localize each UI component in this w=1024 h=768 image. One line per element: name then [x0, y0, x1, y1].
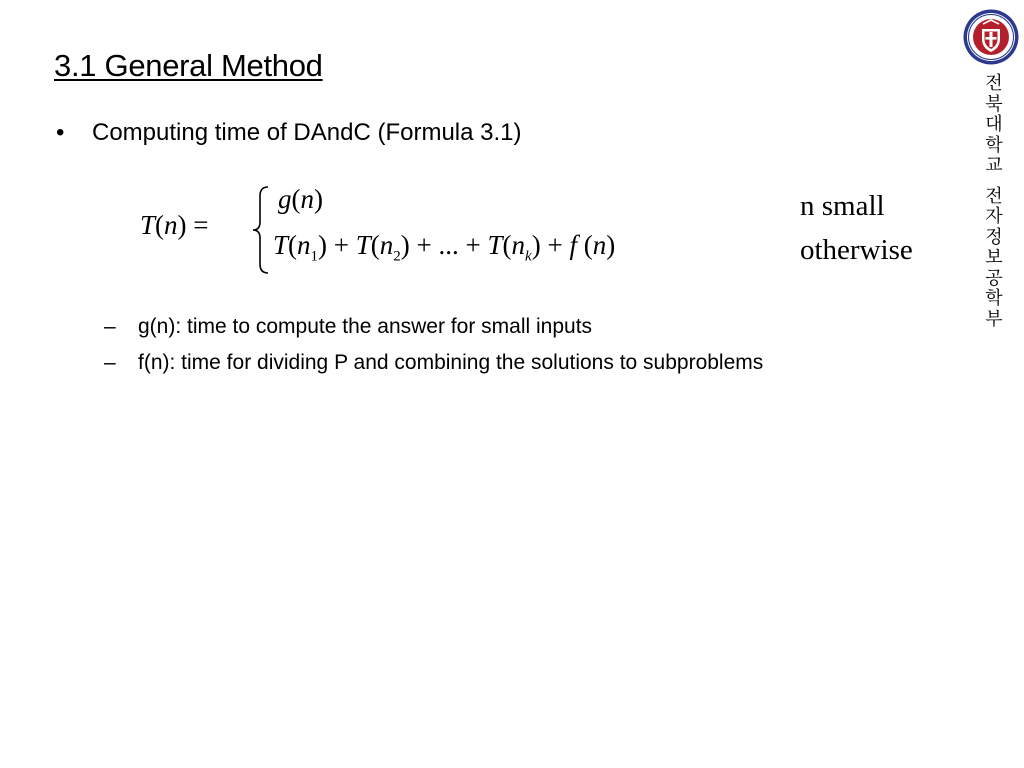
- vertical-char: 북: [985, 93, 1003, 115]
- formula-lhs: [140, 210, 209, 241]
- case2-plus: +: [327, 230, 356, 260]
- lhs-var: n: [164, 210, 178, 240]
- case2-sub-k: k: [525, 248, 532, 265]
- lhs-equals: =: [186, 210, 209, 240]
- sub-bullet-item: [104, 309, 763, 345]
- vertical-char: 학: [985, 134, 1003, 156]
- case2-T2: T: [355, 230, 371, 260]
- case2-Tk: T: [487, 230, 503, 260]
- sub-bullet-list: [104, 309, 763, 381]
- vertical-char: 정: [985, 226, 1003, 248]
- case2-n: n: [592, 230, 607, 260]
- sub-bullet-marker: –: [104, 351, 116, 374]
- case2-plus: +: [540, 230, 570, 260]
- bullet-item: [56, 119, 522, 147]
- vertical-char: 보: [985, 247, 1003, 268]
- sub-bullet-marker: –: [104, 315, 116, 338]
- case2-n2: n: [379, 230, 394, 260]
- case2-paren: ): [318, 230, 328, 260]
- sub-bullet-text: g(n): time to compute the answer for small inputs: [138, 315, 593, 338]
- slide-title: 3.1 General Method: [54, 48, 323, 83]
- university-seal-icon: [962, 8, 1020, 66]
- formula-case-otherwise: [273, 230, 615, 265]
- vertical-char: 교: [985, 155, 1003, 176]
- vertical-char: 자: [985, 206, 1003, 227]
- case2-paren: (: [288, 230, 298, 260]
- case2-T1: T: [273, 230, 289, 260]
- case1-open-paren: (: [291, 184, 301, 214]
- recurrence-formula: [140, 180, 940, 280]
- case2-sub-2: 2: [393, 248, 401, 265]
- vertical-char: 부: [985, 308, 1003, 330]
- vertical-char: 학: [985, 288, 1003, 309]
- department-vertical-label: [979, 74, 1009, 330]
- case2-paren: (: [576, 230, 593, 260]
- vertical-char: 대: [985, 114, 1003, 135]
- case1-close-paren: ): [314, 184, 323, 214]
- lhs-func: T: [140, 210, 156, 240]
- case2-nk: n: [511, 230, 526, 260]
- case1-var: n: [300, 184, 314, 214]
- case2-plus-ellipsis: + ... +: [409, 230, 488, 260]
- formula-condition-small: n small: [800, 190, 885, 222]
- case2-paren: ): [531, 230, 541, 260]
- bullet-text: Computing time of DAndC (Formula 3.1): [92, 119, 522, 146]
- case2-f: f: [569, 230, 577, 260]
- case2-paren: (: [370, 230, 380, 260]
- sub-bullet-item: [104, 345, 763, 381]
- vertical-char: 전: [985, 73, 1003, 94]
- vertical-char: 공: [985, 267, 1003, 289]
- case2-paren: (: [502, 230, 512, 260]
- sub-bullet-text: f(n): time for dividing P and combining the solutions to subproblems: [138, 351, 764, 374]
- case1-func: g: [278, 184, 292, 214]
- vertical-char: 전: [985, 185, 1003, 207]
- bullet-marker: •: [56, 119, 65, 146]
- case2-paren: ): [606, 230, 616, 260]
- curly-brace-icon: [250, 184, 272, 276]
- lhs-close-paren: ): [177, 210, 187, 240]
- case2-paren: ): [400, 230, 410, 260]
- case2-n1: n: [297, 230, 311, 260]
- vertical-gap: [979, 177, 1009, 187]
- formula-case-small: [278, 184, 323, 215]
- case2-sub-1: 1: [310, 248, 319, 265]
- lhs-open-paren: (: [155, 210, 165, 240]
- formula-condition-otherwise: otherwise: [800, 234, 913, 266]
